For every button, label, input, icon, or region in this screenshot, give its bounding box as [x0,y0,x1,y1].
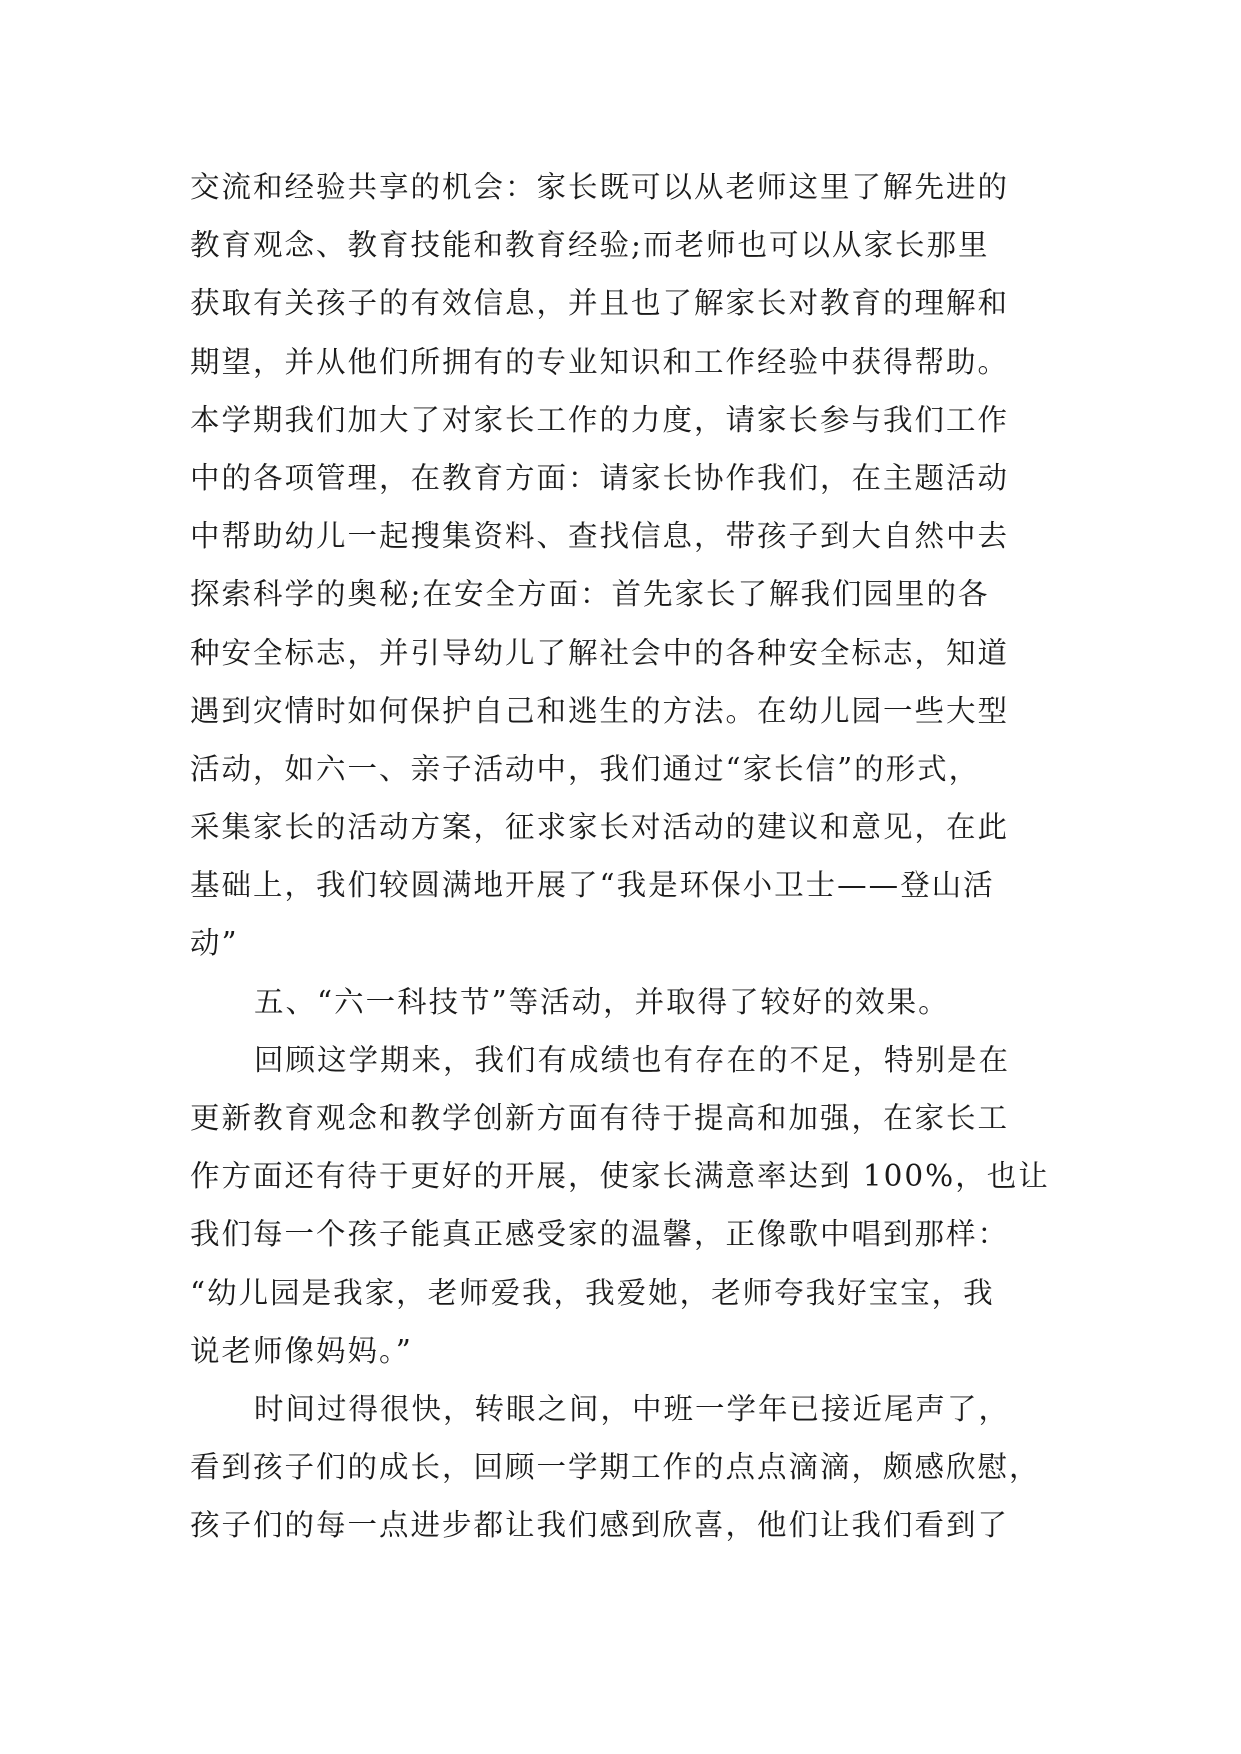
text-line: 孩子们的每一点进步都让我们感到欣喜，他们让我们看到了 [190,1508,1010,1543]
text-line: 获取有关孩子的有效信息，并且也了解家长对教育的理解和 [190,286,1010,321]
text-line: 交流和经验共享的机会：家长既可以从老师这里了解先进的 [190,170,1010,204]
text-line: 教育观念、教育技能和教育经验;而老师也可以从家长那里 [190,228,990,263]
section-heading: 五、“六一科技节”等活动，并取得了较好的效果。 [254,984,950,1019]
text-line: 种安全标志，并引导幼儿了解社会中的各种安全标志，知道 [190,635,1010,670]
text-line: 说老师像妈妈。” [190,1333,413,1368]
text-line: 作方面还有待于更好的开展，使家长满意率达到 100%，也让 [190,1159,1050,1194]
text-line: 看到孩子们的成长，回顾一学期工作的点点滴滴，颇感欣慰， [190,1450,1041,1485]
text-line: 期望，并从他们所拥有的专业知识和工作经验中获得帮助。 [190,344,1010,379]
paragraph-start-line: 时间过得很快，转眼之间，中班一学年已接近尾声了， [254,1391,1011,1426]
document-body [190,158,1070,1555]
text-line: 探索科学的奥秘;在安全方面：首先家长了解我们园里的各 [190,577,990,612]
text-line: 基础上，我们较圆满地开展了“我是环保小卫士——登山活 [190,868,995,903]
text-line: 中帮助幼儿一起搜集资料、查找信息，带孩子到大自然中去 [190,519,1010,554]
text-line: 中的各项管理，在教育方面：请家长协作我们，在主题活动 [190,460,1010,495]
text-line: 动” [190,926,239,961]
text-line: 本学期我们加大了对家长工作的力度，请家长参与我们工作 [190,402,1010,437]
text-line: 更新教育观念和教学创新方面有待于提高和加强，在家长工 [190,1101,1010,1135]
text-line: 我们每一个孩子能真正感受家的温馨，正像歌中唱到那样： [190,1217,1010,1252]
text-line: “幼儿园是我家，老师爱我，我爱她，老师夸我好宝宝，我 [190,1275,995,1310]
text-line: 遇到灾情时如何保护自己和逃生的方法。在幼儿园一些大型 [190,693,1010,728]
text-line: 活动，如六一、亲子活动中，我们通过“家长信”的形式， [190,751,981,786]
paragraph-start-line: 回顾这学期来，我们有成绩也有存在的不足，特别是在 [254,1042,1011,1077]
text-line: 采集家长的活动方案，征求家长对活动的建议和意见，在此 [190,810,1010,845]
